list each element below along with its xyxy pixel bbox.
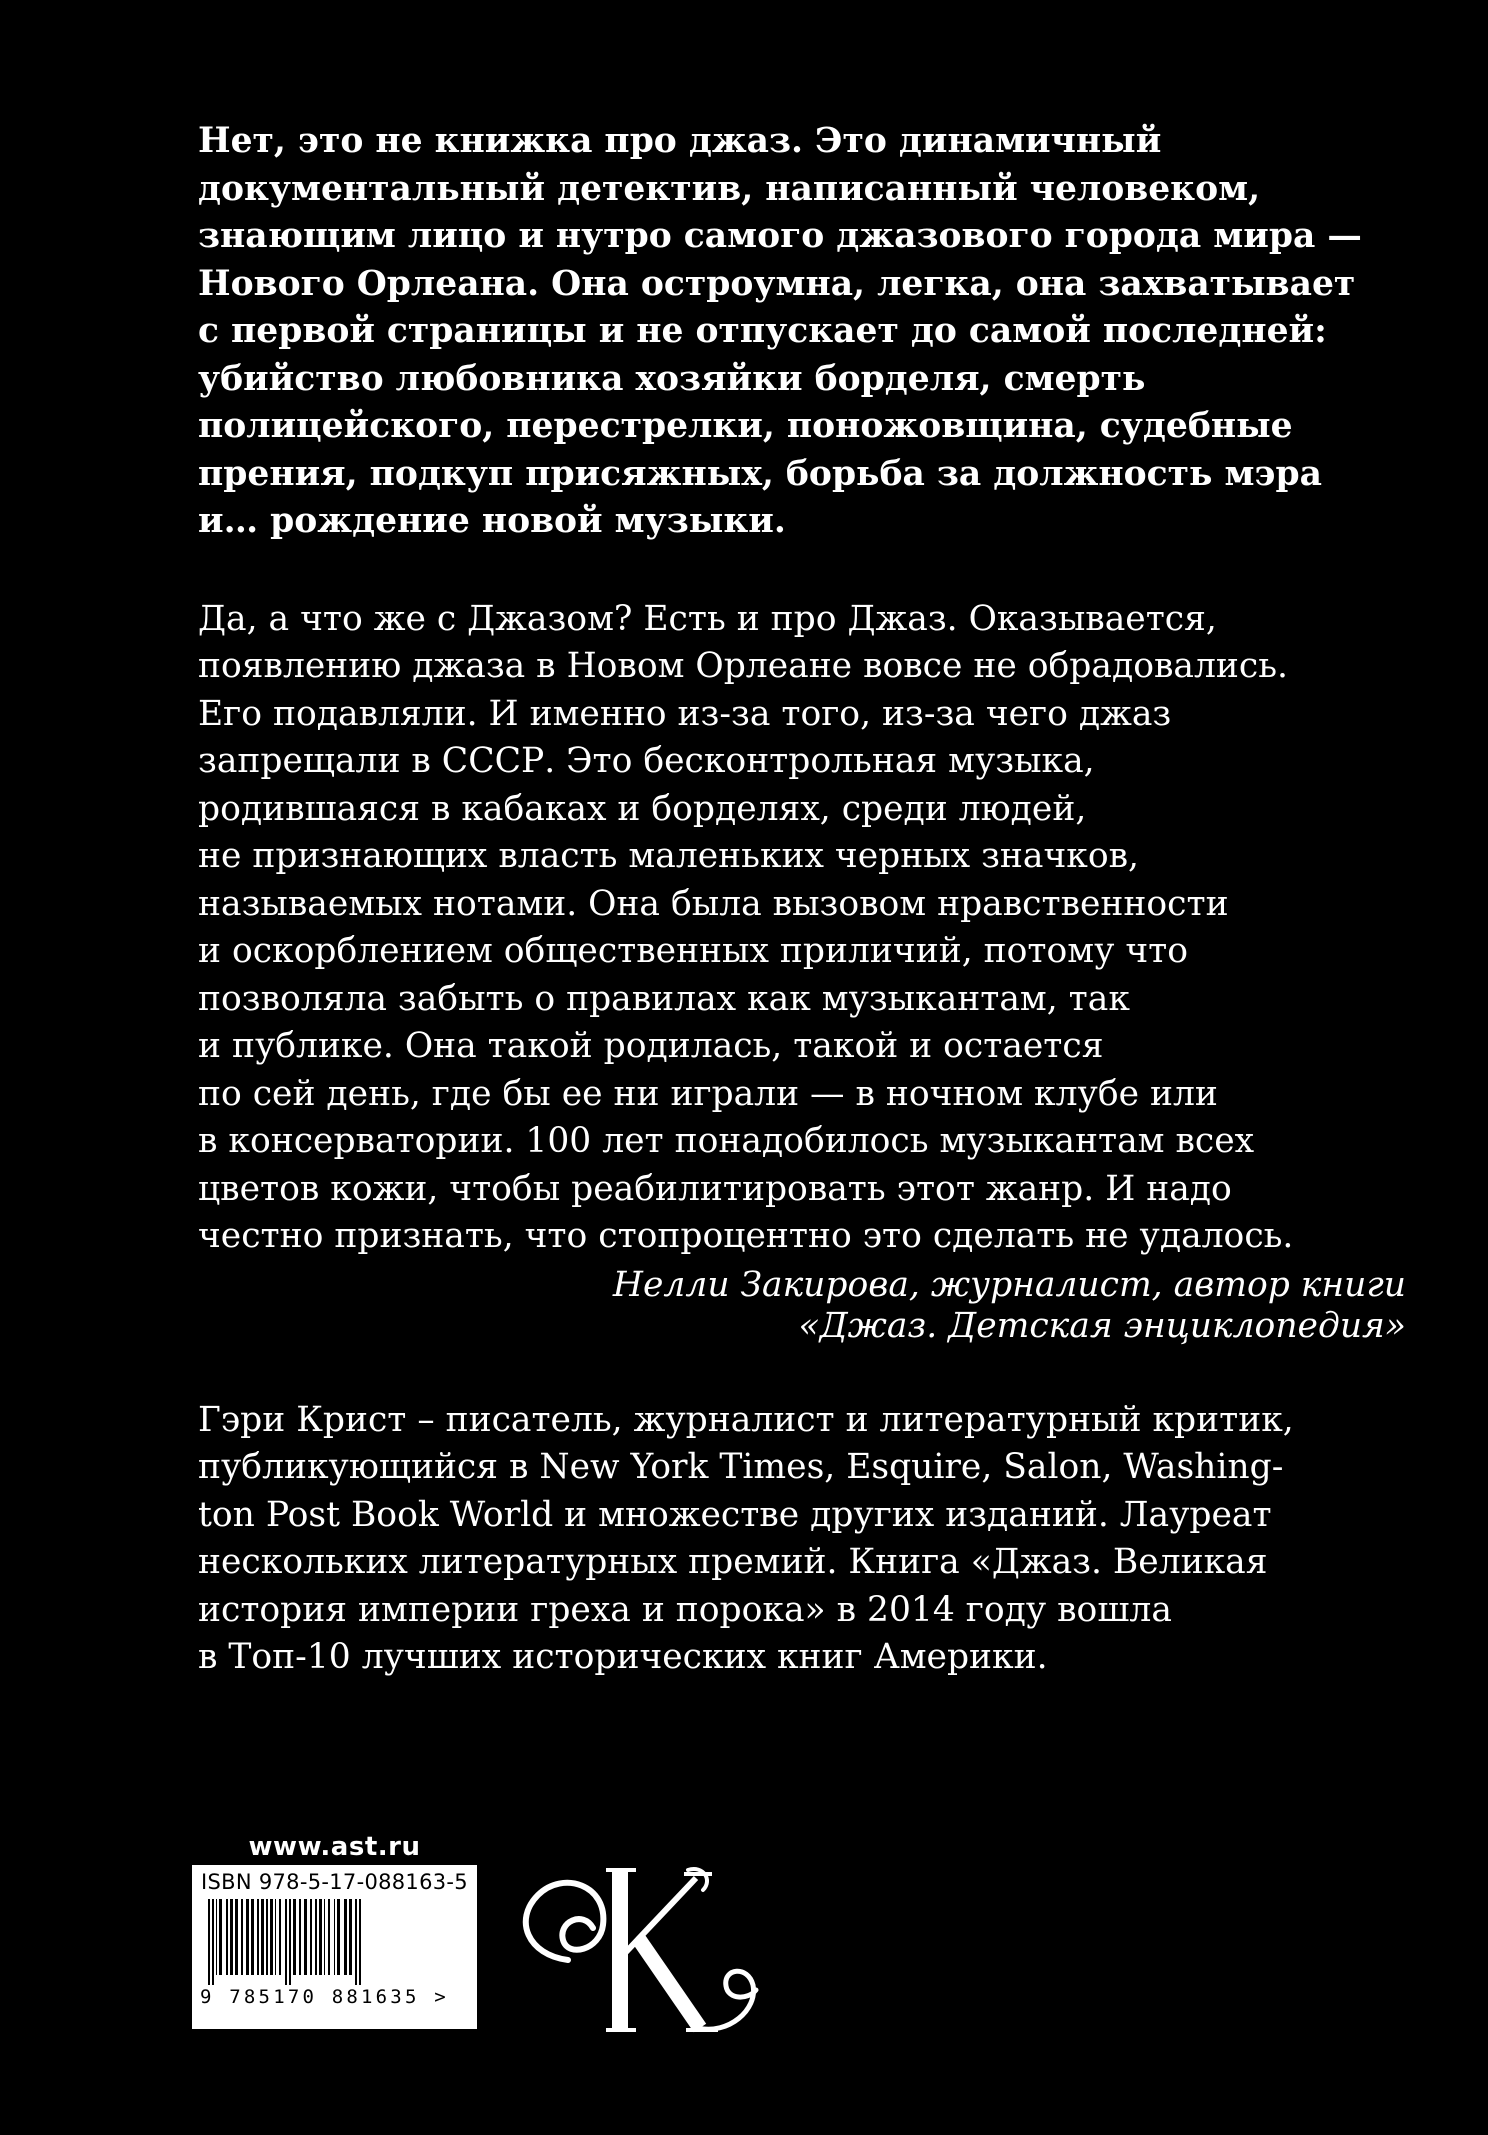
isbn-barcode-label: [192, 1865, 477, 2029]
review-line: запрещали в СССР. Это бесконтрольная музыка,: [198, 741, 1095, 781]
author-bio-paragraph: [198, 1397, 1398, 1682]
cover-text-column: [198, 118, 1406, 1682]
blurb-line: Нет, это не книжка про джаз. Это динамичный: [198, 121, 1162, 161]
blurb-line: знающим лицо и нутро самого джазового города мира —: [198, 216, 1362, 256]
review-line: Да, а что же с Джазом? Есть и про Джаз. Оказывается,: [198, 598, 1217, 639]
blurb-paragraph: [198, 118, 1398, 546]
barcode-icon: [204, 1899, 466, 1985]
bio-line: публикующийся в New York Times, Esquire, Salon, Washing-: [198, 1447, 1284, 1487]
publisher-website: www.ast.ru: [248, 1832, 421, 1862]
attribution-line: Нелли Закирова, журналист, автор книги: [612, 1264, 1406, 1305]
review-paragraph: [198, 596, 1398, 1261]
bio-line: Гэри Крист – писатель, журналист и литературный критик,: [198, 1399, 1294, 1440]
attribution-line: «Джаз. Детская энциклопедия»: [798, 1305, 1406, 1346]
review-line: по сей день, где бы ее ни играли — в ночном клубе или: [198, 1073, 1218, 1114]
bio-line: в Топ-10 лучших исторических книг Америки.: [198, 1637, 1048, 1677]
review-line: и оскорблением общественных приличий, потому что: [198, 931, 1189, 971]
review-line: цветов кожи, чтобы реабилитировать этот жанр. И надо: [198, 1168, 1232, 1209]
review-line: не признающих власть маленьких черных значков,: [198, 836, 1140, 876]
review-line: родившаяся в кабаках и борделях, среди людей,: [198, 788, 1087, 829]
blurb-line: с первой страницы и не отпускает до самой последней:: [198, 311, 1327, 351]
review-attribution: [198, 1265, 1406, 1347]
review-line: честно признать, что стопроцентно это сделать не удалось.: [198, 1216, 1294, 1256]
blurb-line: документальный детектив, написанный человеком,: [198, 168, 1261, 209]
blurb-line: Нового Орлеана. Она остроумна, легка, она захватывает: [198, 263, 1356, 304]
blurb-line: убийство любовника хозяйки борделя, смерть: [198, 358, 1146, 399]
review-line: в консерватории. 100 лет понадобилось музыкантам всех: [198, 1121, 1255, 1161]
publisher-k-monogram-icon: [508, 1840, 788, 2050]
barcode-digits: 9 785170 881635 >: [200, 1986, 449, 2008]
bio-line: ton Post Book World и множестве других изданий. Лауреат: [198, 1494, 1272, 1535]
review-line: появлению джаза в Новом Орлеане вовсе не обрадовались.: [198, 646, 1288, 686]
review-line: Его подавляли. И именно из-за того, из-за чего джаз: [198, 693, 1172, 734]
review-line: называемых нотами. Она была вызовом нравственности: [198, 883, 1229, 924]
review-line: и публике. Она такой родилась, такой и остается: [198, 1026, 1104, 1066]
blurb-line: и… рождение новой музыки.: [198, 501, 786, 541]
blurb-line: прения, подкуп присяжных, борьба за должность мэра: [198, 453, 1322, 494]
bio-line: история империи греха и порока» в 2014 году вошла: [198, 1589, 1172, 1630]
isbn-number: ISBN 978-5-17-088163-5: [201, 1870, 468, 1894]
review-line: позволяла забыть о правилах как музыкантам, так: [198, 978, 1130, 1019]
bio-line: нескольких литературных премий. Книга «Джаз. Великая: [198, 1542, 1268, 1582]
blurb-line: полицейского, перестрелки, поножовщина, судебные: [198, 406, 1293, 446]
